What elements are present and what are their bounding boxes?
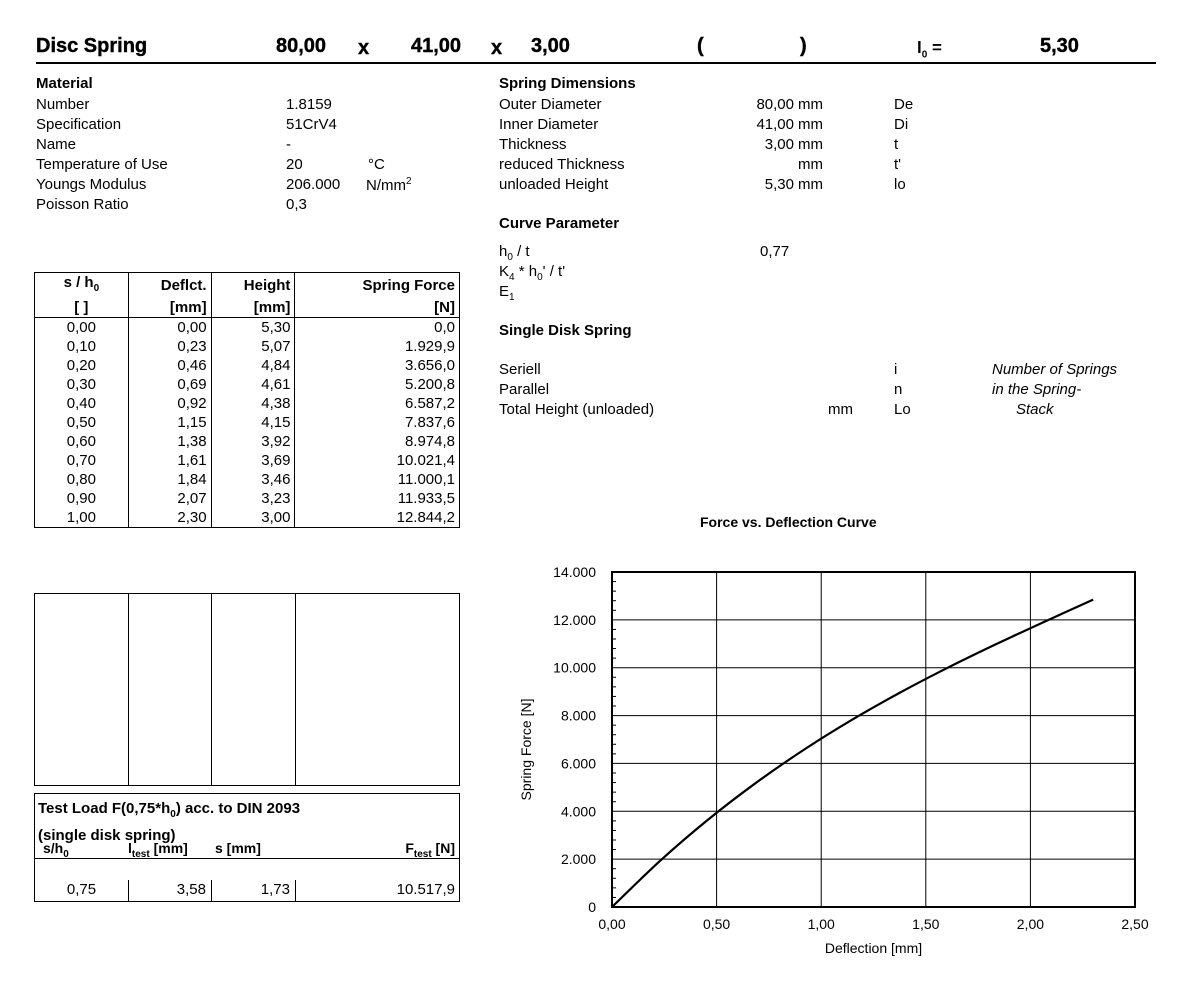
dim-outer-label: Outer Diameter <box>499 96 602 113</box>
cell-height: 4,38 <box>211 394 295 413</box>
table-row <box>35 470 460 489</box>
material-heading: Material <box>36 75 93 92</box>
dim-thickness-value: 3,00 <box>764 136 794 153</box>
material-spec-label: Specification <box>36 116 122 133</box>
cell-height: 4,84 <box>211 356 295 375</box>
test-value-s: 1,73 <box>260 881 290 898</box>
parallel-label: Parallel <box>499 381 550 398</box>
total-height-symbol: Lo <box>894 401 911 418</box>
empty-col-divider-3 <box>295 594 296 785</box>
curve-h0t-label: $h_0$ / t <box>499 243 530 263</box>
curve-param-heading: Curve Parameter <box>499 215 620 232</box>
x-tick-label: 0,00 <box>598 916 626 932</box>
dimensions-heading: Spring Dimensions <box>499 75 636 92</box>
header-paren-close: ) <box>800 35 807 57</box>
cell-sh0: 0,50 <box>35 413 129 432</box>
y-tick-label: 8.000 <box>560 707 596 724</box>
header-l0-label: $l_0$ = <box>917 38 942 61</box>
cell-force: 11.933,5 <box>397 490 455 507</box>
x-tick-label: 0,50 <box>702 916 731 932</box>
table-row <box>35 432 460 451</box>
test-header-spacer <box>34 859 460 880</box>
empty-col-divider-1 <box>128 594 129 785</box>
table-units-row <box>35 298 460 318</box>
table-row <box>35 413 460 432</box>
chart-x-axis-label: Deflection [mm] <box>824 940 923 956</box>
table-row <box>35 356 460 375</box>
cell-deflection: 2,30 <box>128 508 211 528</box>
unit-force: [N] <box>434 299 455 316</box>
dim-height-value: 5,30 <box>764 176 794 193</box>
cell-height: 5,30 <box>211 318 295 338</box>
table-row <box>35 318 460 338</box>
dim-reduced-label: reduced Thickness <box>499 156 625 173</box>
cell-height: 3,69 <box>211 451 295 470</box>
cell-force: 3.656,0 <box>404 357 455 374</box>
cell-deflection: 0,69 <box>128 375 211 394</box>
dim-inner-unit: mm <box>798 116 823 133</box>
seriell-symbol: i <box>894 361 898 378</box>
header-times-2: x <box>491 37 503 59</box>
cell-force: 10.021,4 <box>396 452 455 469</box>
cell-deflection: 0,23 <box>128 337 211 356</box>
empty-table-area <box>34 593 460 786</box>
col-header-sh0: s / $h_0$ <box>35 273 129 299</box>
dim-inner-value: 41,00 <box>756 116 794 133</box>
cell-deflection: 2,07 <box>128 489 211 508</box>
table-row <box>35 337 460 356</box>
dim-height-symbol: lo <box>894 176 906 193</box>
cell-height: 3,23 <box>211 489 295 508</box>
material-youngs-value: 206.000 <box>286 176 341 193</box>
header-outer-diameter: 80,00 <box>276 35 327 57</box>
single-disk-heading: Single Disk Spring <box>499 322 632 339</box>
material-youngs-label: Youngs Modulus <box>36 176 147 193</box>
deflection-table <box>34 272 460 528</box>
cell-height: 4,15 <box>211 413 295 432</box>
cell-sh0: 0,80 <box>35 470 129 489</box>
col-header-force: Spring Force <box>362 277 455 294</box>
x-tick-label: 1,00 <box>807 916 835 932</box>
force-curve-line <box>612 600 1093 907</box>
material-temp-value: 20 <box>286 156 303 173</box>
test-value-ltest: 3,58 <box>176 881 206 898</box>
material-temp-unit: °C <box>368 156 385 173</box>
table-row <box>35 489 460 508</box>
stack-note-line3: Stack <box>1016 401 1054 418</box>
test-value-force: 10.517,9 <box>396 881 455 898</box>
material-number-label: Number <box>36 96 90 113</box>
cell-sh0: 0,90 <box>35 489 129 508</box>
chart-gridlines <box>612 572 1135 907</box>
stack-note-line1: Number of Springs <box>992 361 1118 378</box>
total-height-label: Total Height (unloaded) <box>499 401 655 418</box>
header-rule <box>36 62 1156 64</box>
cell-deflection: 0,92 <box>128 394 211 413</box>
cell-deflection: 1,15 <box>128 413 211 432</box>
dim-thickness-label: Thickness <box>499 136 567 153</box>
cell-height: 4,61 <box>211 375 295 394</box>
y-tick-label: 14.000 <box>553 564 596 580</box>
header-times-1: x <box>358 37 370 59</box>
spring-title: Disc Spring <box>36 35 148 57</box>
parallel-symbol: n <box>894 381 903 398</box>
cell-height: 3,46 <box>211 470 295 489</box>
cell-deflection: 1,61 <box>128 451 211 470</box>
dim-outer-symbol: De <box>894 96 914 113</box>
cell-sh0: 0,30 <box>35 375 129 394</box>
cell-deflection: 0,46 <box>128 356 211 375</box>
curve-e1-label: $E_1$ <box>499 283 515 303</box>
header-paren-open: ( <box>697 35 704 57</box>
plot-area-frame <box>612 572 1135 907</box>
dim-thickness-unit: mm <box>798 136 823 153</box>
unit-deflection: [mm] <box>128 298 211 318</box>
dim-outer-unit: mm <box>798 96 823 113</box>
cell-sh0: 1,00 <box>35 508 129 528</box>
col-header-deflection: Deflct. <box>128 273 211 299</box>
dim-inner-label: Inner Diameter <box>499 116 599 133</box>
table-row <box>35 508 460 528</box>
dim-thickness-symbol: t <box>894 136 899 153</box>
cell-sh0: 0,20 <box>35 356 129 375</box>
y-tick-label: 4.000 <box>560 803 596 820</box>
test-col-s: s [mm] <box>215 840 261 856</box>
material-number-value: 1.8159 <box>286 96 332 113</box>
y-tick-label: 10.000 <box>553 659 596 676</box>
material-youngs-unit: $N/mm^2$ <box>366 176 412 194</box>
col-header-height: Height <box>211 273 295 299</box>
test-col-ltest: $l_{test}$ [mm] <box>128 840 188 860</box>
material-name-label: Name <box>36 136 77 153</box>
y-tick-label: 6.000 <box>560 755 596 772</box>
header-thickness: 3,00 <box>531 35 570 57</box>
y-tick-label: 12.000 <box>553 611 596 628</box>
table-row <box>35 375 460 394</box>
test-col-ftest: $F_{test}$ [N] <box>405 840 455 860</box>
test-load-subtitle: (single disk spring) <box>38 827 176 844</box>
stack-note-line2: in the Spring- <box>992 381 1082 398</box>
unit-sh0: [ ] <box>35 298 129 318</box>
unit-height: [mm] <box>211 298 295 318</box>
cell-sh0: 0,60 <box>35 432 129 451</box>
cell-force: 12.844,2 <box>396 509 455 526</box>
table-row <box>35 394 460 413</box>
cell-deflection: 1,84 <box>128 470 211 489</box>
material-poisson-value: 0,3 <box>286 196 307 213</box>
dim-height-unit: mm <box>798 176 823 193</box>
x-tick-label: 2,50 <box>1121 916 1149 932</box>
empty-col-divider-2 <box>211 594 212 785</box>
test-load-box <box>34 793 460 859</box>
cell-force: 0,0 <box>434 319 455 336</box>
dim-reduced-unit: mm <box>798 156 823 173</box>
force-deflection-chart <box>500 555 1160 995</box>
cell-force: 5.200,8 <box>404 376 455 393</box>
y-tick-label: 0 <box>588 899 596 915</box>
cell-height: 5,07 <box>211 337 295 356</box>
cell-force: 11.000,1 <box>397 471 455 488</box>
dim-reduced-symbol: t' <box>894 156 902 173</box>
chart-y-axis-label: Spring Force [N] <box>518 698 534 801</box>
test-load-values-row <box>34 880 460 902</box>
material-spec-value: 51CrV4 <box>286 116 337 133</box>
table-row <box>35 451 460 470</box>
dim-outer-value: 80,00 <box>756 96 794 113</box>
material-temp-label: Temperature of Use <box>36 156 168 173</box>
cell-force: 7.837,6 <box>404 414 455 431</box>
cell-force: 1.929,9 <box>404 338 455 355</box>
table-header-row <box>35 273 460 299</box>
test-col-sh0: $s/h_0$ <box>43 840 69 860</box>
curve-h0t-value: 0,77 <box>760 243 790 260</box>
cell-force: 6.587,2 <box>404 395 455 412</box>
dim-inner-symbol: Di <box>894 116 909 133</box>
cell-sh0: 0,10 <box>35 337 129 356</box>
material-name-value: - <box>286 136 291 153</box>
seriell-label: Seriell <box>499 361 541 378</box>
total-height-unit: mm <box>828 401 853 418</box>
cell-force: 8.974,8 <box>404 433 455 450</box>
curve-k4-label: $K_4 * h_0'$ / t' <box>499 263 566 283</box>
x-tick-label: 2,00 <box>1016 916 1045 932</box>
test-value-sh0: 0,75 <box>66 881 97 898</box>
material-poisson-label: Poisson Ratio <box>36 196 129 213</box>
chart-title: Force vs. Deflection Curve <box>700 514 877 530</box>
cell-deflection: 0,00 <box>128 318 211 338</box>
cell-sh0: 0,00 <box>35 318 129 338</box>
x-tick-label: 1,50 <box>912 916 940 932</box>
cell-sh0: 0,70 <box>35 451 129 470</box>
header-l0-value: 5,30 <box>1040 35 1079 57</box>
dim-height-label: unloaded Height <box>499 176 609 193</box>
test-load-title: Test Load $F(0,75*h_0)$ acc. to DIN 2093 <box>38 800 301 820</box>
cell-height: 3,92 <box>211 432 295 451</box>
cell-height: 3,00 <box>211 508 295 528</box>
cell-deflection: 1,38 <box>128 432 211 451</box>
y-tick-label: 2.000 <box>560 851 596 868</box>
cell-sh0: 0,40 <box>35 394 129 413</box>
header-inner-diameter: 41,00 <box>411 35 462 57</box>
